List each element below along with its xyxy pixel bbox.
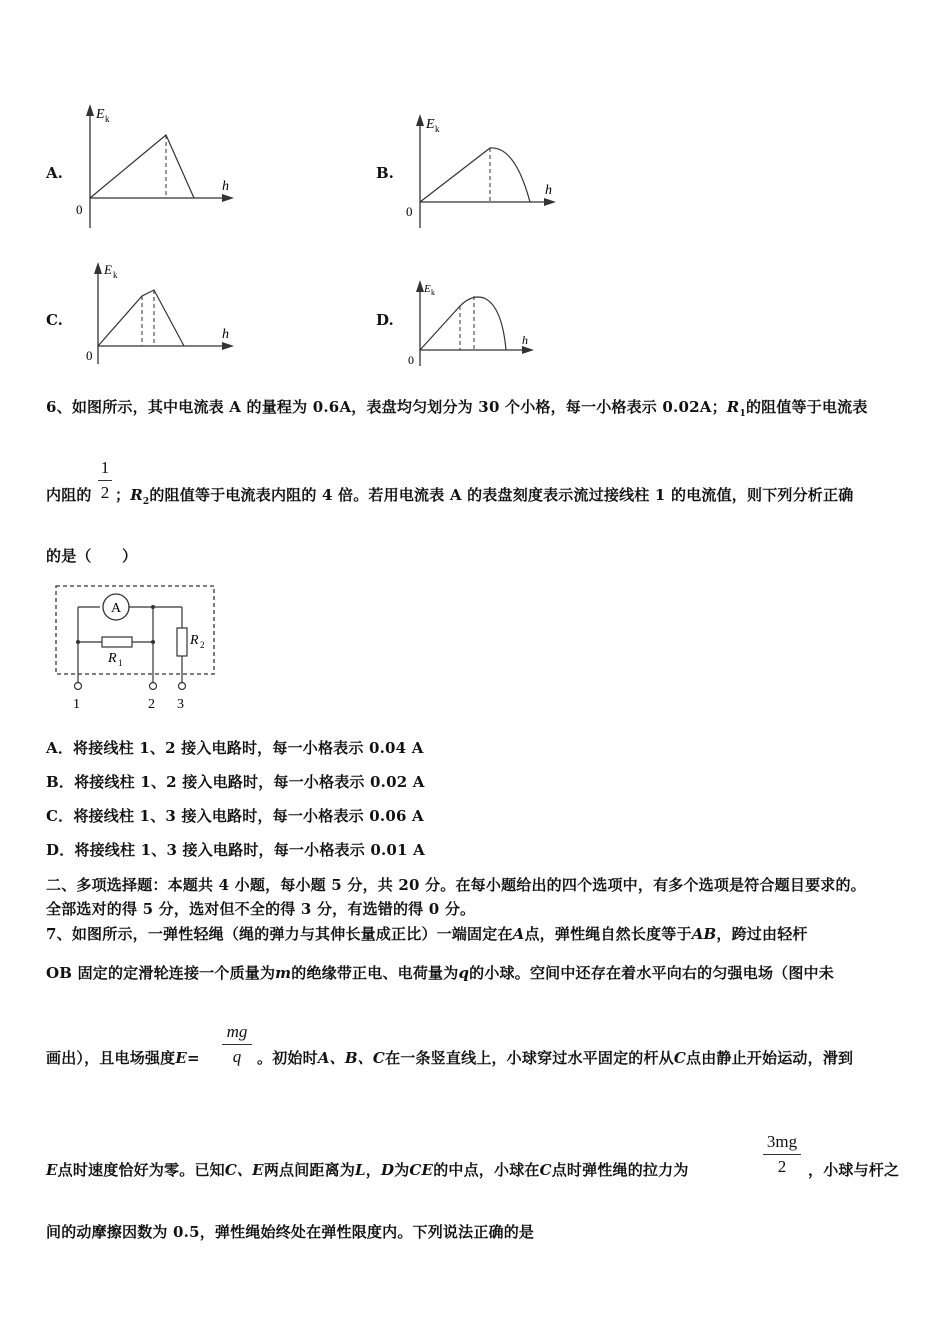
option-b-label: B. [376,164,394,182]
curve [98,290,184,346]
svg-text:k: k [435,124,440,134]
svg-text:1: 1 [118,658,123,668]
svg-text:1: 1 [73,697,80,712]
q7-fraction-3mg-over-2: 3mg 2 [763,1132,801,1177]
svg-text:h: h [222,327,229,342]
circuit-diagram [50,582,220,714]
svg-text:0: 0 [408,353,414,367]
y-axis-arrow-icon [416,114,424,126]
q6-option-d[interactable]: D．将接线柱 1、3 接入电路时，每一小格表示 0.01 A [46,841,425,859]
q6-option-b[interactable]: B．将接线柱 1、2 接入电路时，每一小格表示 0.02 A [46,773,425,791]
terminal-3 [179,683,186,690]
svg-text:2: 2 [200,640,205,650]
y-axis-arrow-icon [416,280,424,292]
svg-text:2: 2 [148,697,155,712]
y-axis-arrow-icon [94,262,102,274]
graph-d [400,278,550,370]
q6-option-c[interactable]: C．将接线柱 1、3 接入电路时，每一小格表示 0.06 A [46,807,424,825]
r1-label: R [108,651,117,666]
q6-line-2: ；$R_2$的阻值等于电流表内阻的 4 倍。若用电流表 A 的表盘刻度表示流过接线柱 1 的电流值，则下列分析正确 [115,486,854,507]
resistor-r2 [177,628,187,656]
ammeter-label: A [111,601,122,616]
option-d-label: D. [376,311,394,329]
option-c-label: C. [46,311,63,329]
x-axis-arrow-icon [544,198,556,206]
q6-line-3: 的是（ ） [46,547,138,565]
q7-line-1: 7、如图所示，一弹性轻绳（绳的弹力与其伸长量成正比）一端固定在A点，弹性绳自然长度等于AB，跨过由轻杆 [46,925,808,943]
graph-b [400,112,575,232]
svg-text:0: 0 [406,204,413,219]
svg-text:k: k [113,270,118,280]
graph-a [70,102,245,232]
resistor-r1 [102,637,132,647]
y-axis-label: E [96,107,105,122]
origin-label: 0 [76,202,83,217]
y-axis-sub: k [105,114,110,124]
svg-text:k: k [431,288,435,297]
curve [420,297,506,350]
terminal-2 [150,683,157,690]
terminal-1 [75,683,82,690]
q6-fraction-half: 1 2 [98,458,112,503]
svg-text:E: E [426,117,435,132]
q7-line-4: E点时速度恰好为零。已知C、E两点间距离为L，D为CE的中点，小球在C点时弹性绳的拉力为 [46,1161,689,1179]
dashed-box [56,586,214,674]
r2-label: R [190,633,199,648]
curve [420,148,530,202]
section-2-subheading: 全部选对的得 5 分，选对但不全的得 3 分，有选错的得 0 分。 [46,900,476,918]
svg-text:0: 0 [86,348,93,363]
svg-text:E: E [104,262,112,277]
svg-text:3: 3 [177,697,184,712]
curve [90,135,194,198]
y-axis-arrow-icon [86,104,94,116]
x-axis-arrow-icon [222,342,234,350]
q7-line-3: 。初始时A、B、C在一条竖直线上，小球穿过水平固定的杆从C点由静止开始运动，滑到 [257,1049,854,1067]
q7-line-4-end: ，小球与杆之 [808,1161,900,1179]
q6-option-a[interactable]: A．将接线柱 1、2 接入电路时，每一小格表示 0.04 A [46,739,424,757]
q6-line-2-start: 内阻的 [46,486,92,504]
section-2-heading: 二、多项选择题：本题共 4 小题，每小题 5 分，共 20 分。在每小题给出的四个选项中，有多个选项是符合题目要求的。 [46,876,866,894]
x-axis-arrow-icon [522,346,534,354]
svg-text:E: E [424,283,431,295]
x-axis-arrow-icon [222,194,234,202]
q7-line-3-start: 画出），且电场强度E= [46,1049,200,1067]
x-axis-label: h [222,179,229,194]
q7-fraction-mg-over-q: mg q [222,1022,252,1067]
q7-line-5: 间的动摩擦因数为 0.5，弹性绳始终处在弹性限度内。下列说法正确的是 [46,1223,535,1241]
svg-text:h: h [522,333,528,347]
svg-text:h: h [545,183,552,198]
option-a-label: A. [46,164,63,182]
q7-line-2: OB 固定的定滑轮连接一个质量为m的绝缘带正电、电荷量为q的小球。空间中还存在着水平向右的匀强电场（图中未 [46,964,834,982]
graph-c [78,258,248,368]
q6-line-1: 6、如图所示，其中电流表 A 的量程为 0.6A，表盘均匀划分为 30 个小格，每一小格表示 0.02A；$R_1$的阻值等于电流表 [46,398,868,419]
